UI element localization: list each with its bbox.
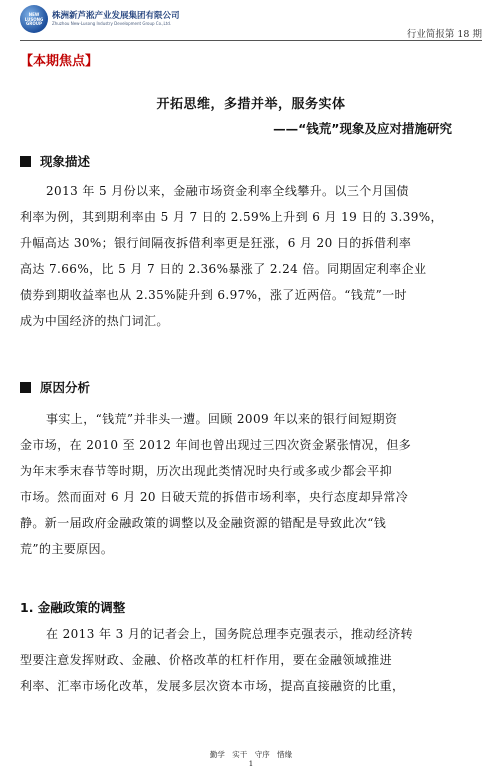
- logo-text-line: GROUP: [26, 21, 42, 26]
- header-divider: [20, 40, 482, 41]
- subsection-heading-policy: 1. 金融政策的调整: [20, 600, 126, 615]
- paragraph-policy: [20, 621, 482, 699]
- text-line: 市场。然而面对 6 月 20 日破天荒的拆借市场利率，央行态度却异常冷: [20, 490, 409, 504]
- text-line: 成为中国经济的热门词汇。: [20, 314, 169, 328]
- text-line: 利率为例，其到期利率由 5 月 7 日的 2.59%上升到 6 月 19 日的 3.39%，: [20, 210, 443, 224]
- paragraph-phenomenon: [20, 178, 482, 334]
- section-heading-phenomenon: [20, 152, 90, 170]
- company-logo: [20, 5, 48, 33]
- text-line: 为年末季末春节等时期，历次出现此类情况时央行或多或少都会平抑: [20, 464, 393, 478]
- text-line: 事实上，“钱荒”并非头一遭。回顾 2009 年以来的银行间短期资: [46, 412, 398, 426]
- text-line: 利率、汇率市场化改革，发展多层次资本市场，提高直接融资的比重，: [20, 679, 405, 693]
- text-line: 2013 年 5 月份以来，金融市场资金利率全线攀升。以三个月国债: [46, 184, 409, 198]
- text-line: 型要注意发挥财政、金融、价格改革的杠杆作用，要在金融领域推进: [20, 653, 393, 667]
- logo-text-line: LUSONG: [24, 16, 44, 22]
- text-line: 债券到期收益率也从 2.35%陡升到 6.97%，涨了近两倍。“钱荒”一时: [20, 288, 407, 302]
- article-title: 开拓思维，多措并举，服务实体: [156, 97, 346, 112]
- footer-motto: 勤学 实干 守序 惜缘: [209, 750, 293, 759]
- text-line: 静。新一届政府金融政策的调整以及金融资源的错配是导致此次“钱: [20, 516, 387, 530]
- text-line: 荒”的主要原因。: [20, 542, 114, 556]
- page-number: 1: [248, 760, 254, 768]
- black-square-icon: [20, 156, 31, 167]
- article-subtitle: ——“钱荒”现象及应对措施研究: [273, 121, 452, 136]
- text-line: 升幅高达 30%；银行间隔夜拆借利率更是狂涨，6 月 20 日的拆借利率: [20, 236, 412, 250]
- focus-label: 【本期焦点】: [20, 54, 99, 69]
- section-heading-text: 现象描述: [40, 154, 91, 169]
- text-line: 高达 7.66%，比 5 月 7 日的 2.36%暴涨了 2.24 倍。同期固定利率企业: [20, 262, 427, 276]
- logo-text-line: NEW: [28, 12, 40, 17]
- text-line: 金市场，在 2010 至 2012 年间也曾出现过三四次资金紧张情况，但多: [20, 438, 412, 452]
- black-square-icon: [20, 382, 31, 393]
- report-issue-label: 行业简报第 18 期: [406, 29, 482, 40]
- section-heading-causes: [20, 378, 90, 396]
- text-line: 在 2013 年 3 月的记者会上，国务院总理李克强表示，推动经济转: [46, 627, 414, 641]
- company-name-en: Zhuzhou New-Lusong Industry Development Group Co.,Ltd.: [52, 21, 172, 26]
- section-heading-text: 原因分析: [40, 380, 91, 395]
- company-name-cn: 株洲新芦淞产业发展集团有限公司: [52, 11, 180, 21]
- paragraph-causes: [20, 406, 482, 562]
- page-header: [0, 0, 502, 42]
